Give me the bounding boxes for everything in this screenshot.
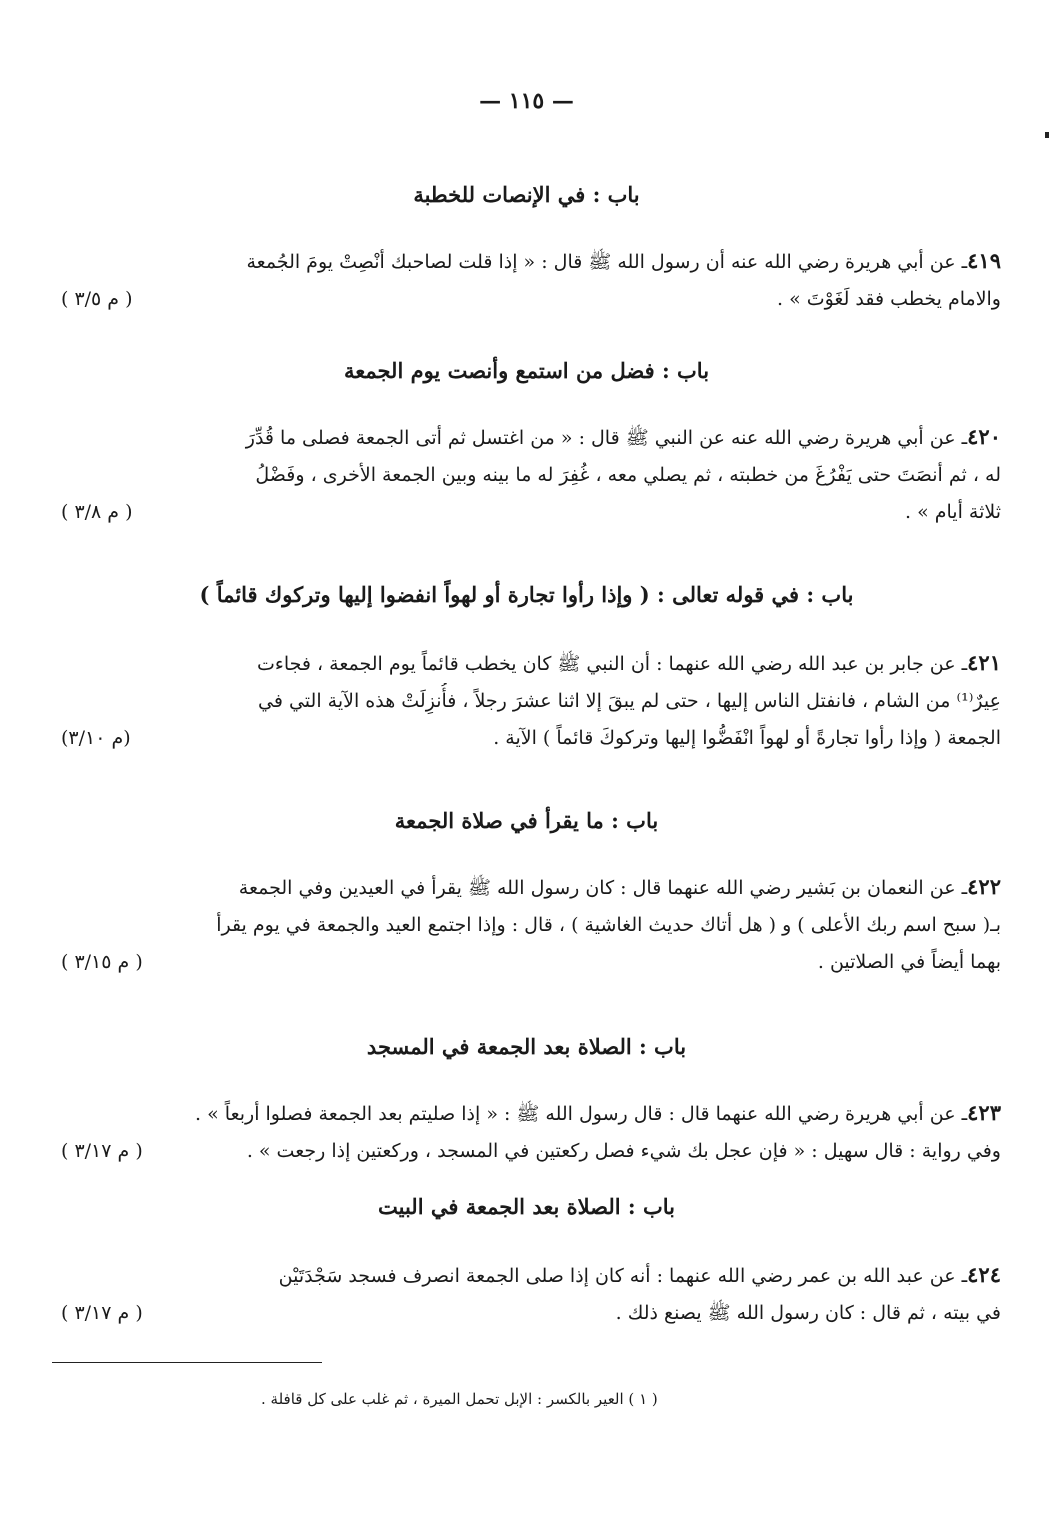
- page-number: — ١١٥ —: [479, 88, 574, 114]
- footnote-divider: [52, 1362, 322, 1363]
- section-heading: باب : في قوله تعالى : ( وإذا رأوا تجارة أو لهواً انفضوا إليها وتركوك قائماً ): [199, 582, 854, 607]
- hadith-reference: (م ٣/١٠): [61, 727, 131, 749]
- hadith-line: ٤٢١ـ عن جابر بن عبد الله رضي الله عنهما : أن النبي ﷺ كان يخطب قائماً يوم الجمعة ، فجاءت: [257, 650, 1001, 675]
- section-heading: باب : الصلاة بعد الجمعة في البيت: [378, 1194, 675, 1219]
- hadith-number: ٤٢٢: [967, 874, 1001, 899]
- hadith-423: [51, 1094, 1001, 1170]
- hadith-line: والامام يخطب فقد لَغَوْتَ » . ( م ٣/٥ ): [51, 281, 1001, 318]
- hadith-line: ٤٢٤ـ عن عبد الله بن عمر رضي الله عنهما : أنه كان إذا صلى الجمعة انصرف فسجد سَجْدَتَيْن: [278, 1262, 1001, 1287]
- hadith-419: [51, 242, 1001, 318]
- section-heading: باب : ما يقرأ في صلاة الجمعة: [394, 808, 659, 833]
- hadith-number: ٤١٩: [967, 248, 1001, 273]
- section-heading: باب : فضل من استمع وأنصت يوم الجمعة: [343, 358, 710, 383]
- hadith-reference: ( م ٣/١٥ ): [61, 951, 143, 973]
- section-heading: باب : الصلاة بعد الجمعة في المسجد: [366, 1034, 687, 1059]
- hadith-line: ٤٢٣ـ عن أبي هريرة رضي الله عنهما قال : قال رسول الله ﷺ : « إذا صليتم بعد الجمعة فصلوا أربعاً » .: [195, 1100, 1001, 1125]
- hadith-line: عِيرٌ⁽¹⁾ من الشام ، فانفتل الناس إليها ، حتى لم يبقَ إلا اثنا عشرَ رجلاً ، فأُنزِلَتْ هذه الآية التي في: [258, 690, 1001, 712]
- footnote: ( ١ ) العير بالكسر : الإبل تحمل الميرة ، ثم غلب على كل قافلة .: [261, 1390, 658, 1408]
- hadith-424: [51, 1256, 1001, 1332]
- hadith-line: وفي رواية : قال سهيل : « فإن عجل بك شيء فصل ركعتين في المسجد ، وركعتين إذا رجعت » . ( م ٣/١٧ ): [51, 1133, 1001, 1170]
- hadith-line: بـ( سبح اسم ربك الأعلى ) و ( هل أتاك حديث الغاشية ) ، قال : وإذا اجتمع العيد والجمعة في يوم يقرأ: [216, 914, 1001, 936]
- hadith-line: ثلاثة أيام » . ( م ٣/٨ ): [51, 494, 1001, 531]
- edge-mark: [1045, 132, 1049, 138]
- hadith-number: ٤٢١: [967, 650, 1001, 675]
- hadith-line: ٤٢٢ـ عن النعمان بن بَشير رضي الله عنهما قال : كان رسول الله ﷺ يقرأ في العيدين وفي الجمعة: [238, 874, 1001, 899]
- hadith-line: الجمعة ( وإذا رأوا تجارةً أو لهواً انْفَضُّوا إليها وتركوكَ قائماً ) الآية . (م ٣/١٠): [51, 720, 1001, 757]
- hadith-reference: ( م ٣/٨ ): [61, 501, 133, 523]
- hadith-line: ٤١٩ـ عن أبي هريرة رضي الله عنه أن رسول الله ﷺ قال : « إذا قلت لصاحبك أنْصِتْ يومَ الجُمعة: [246, 248, 1001, 273]
- hadith-reference: ( م ٣/١٧ ): [61, 1140, 143, 1162]
- hadith-reference: ( م ٣/٥ ): [61, 288, 133, 310]
- hadith-number: ٤٢٣: [967, 1100, 1001, 1125]
- hadith-number: ٤٢٤: [967, 1262, 1001, 1287]
- section-heading: باب : في الإنصات للخطبة: [413, 182, 640, 207]
- hadith-422: [51, 868, 1001, 981]
- hadith-reference: ( م ٣/١٧ ): [61, 1302, 143, 1324]
- hadith-421: [51, 644, 1001, 757]
- hadith-number: ٤٢٠: [967, 424, 1001, 449]
- hadith-420: [51, 418, 1001, 531]
- hadith-line: ٤٢٠ـ عن أبي هريرة رضي الله عنه عن النبي ﷺ قال : « من اغتسل ثم أتى الجمعة فصلى ما قُدِّرَ: [245, 424, 1001, 449]
- hadith-line: له ، ثم أنصَتَ حتى يَفْرُغَ من خطبته ، ثم يصلي معه ، غُفِرَ له ما بينه وبين الجمعة الأخرى ، وفَضْلُ: [255, 464, 1001, 486]
- hadith-line: في بيته ، ثم قال : كان رسول الله ﷺ يصنع ذلك . ( م ٣/١٧ ): [51, 1295, 1001, 1332]
- hadith-line: بهما أيضاً في الصلاتين . ( م ٣/١٥ ): [51, 944, 1001, 981]
